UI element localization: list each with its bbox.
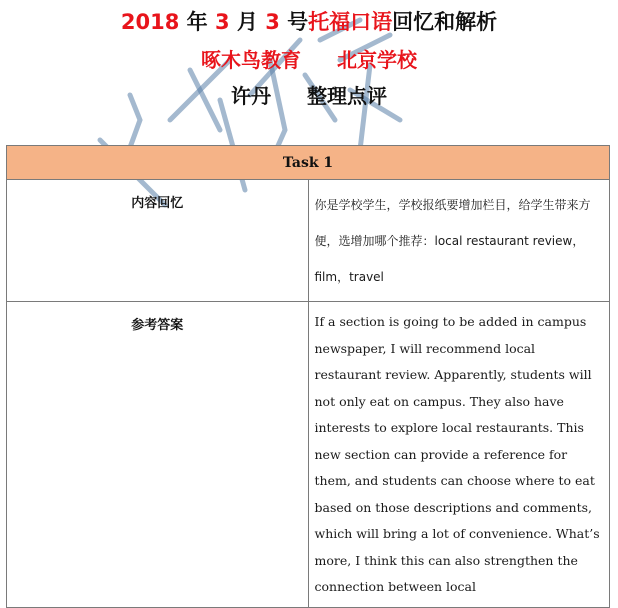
recall-text: 你是学校学生，学校报纸要增加栏目，给学生带来方便，选增加哪个推荐：local restaurant review，film，travel bbox=[308, 180, 610, 302]
author-line bbox=[0, 80, 618, 109]
recall-row bbox=[7, 180, 610, 302]
title-year: 2018 bbox=[120, 10, 180, 34]
title-hao: 号 bbox=[287, 10, 309, 34]
answer-text: If a section is going to be added in campus newspaper, I will recommend local restaurant review. Apparently, students will not only eat on campus. They also have interests to explore local restaurants. This new section can provide a reference for them, and students can choose where to eat based on those descriptions and comments, which will bring a lot of convenience. What’s more, I think this can also strengthen the connection between local bbox=[308, 302, 610, 608]
title-month: 3 bbox=[214, 10, 230, 34]
answer-label: 参考答案 bbox=[7, 302, 309, 608]
title-nian: 年 bbox=[186, 10, 208, 34]
task-title: Task 1 bbox=[7, 146, 610, 180]
title-exam: 托福口语 bbox=[308, 10, 393, 34]
title-yue: 月 bbox=[236, 10, 258, 34]
org-name: 啄木鸟教育 bbox=[201, 48, 301, 72]
school-name: 北京学校 bbox=[337, 48, 417, 72]
document-title bbox=[0, 6, 618, 36]
organization-line bbox=[0, 44, 618, 73]
task-header-row bbox=[7, 146, 610, 180]
task-table bbox=[6, 145, 610, 608]
recall-label: 内容回忆 bbox=[7, 180, 309, 302]
answer-row bbox=[7, 302, 610, 608]
title-day: 3 bbox=[265, 10, 280, 34]
author-name: 许丹 bbox=[231, 84, 271, 108]
title-rest: 回忆和解析 bbox=[392, 10, 498, 34]
review-label: 整理点评 bbox=[307, 84, 387, 108]
